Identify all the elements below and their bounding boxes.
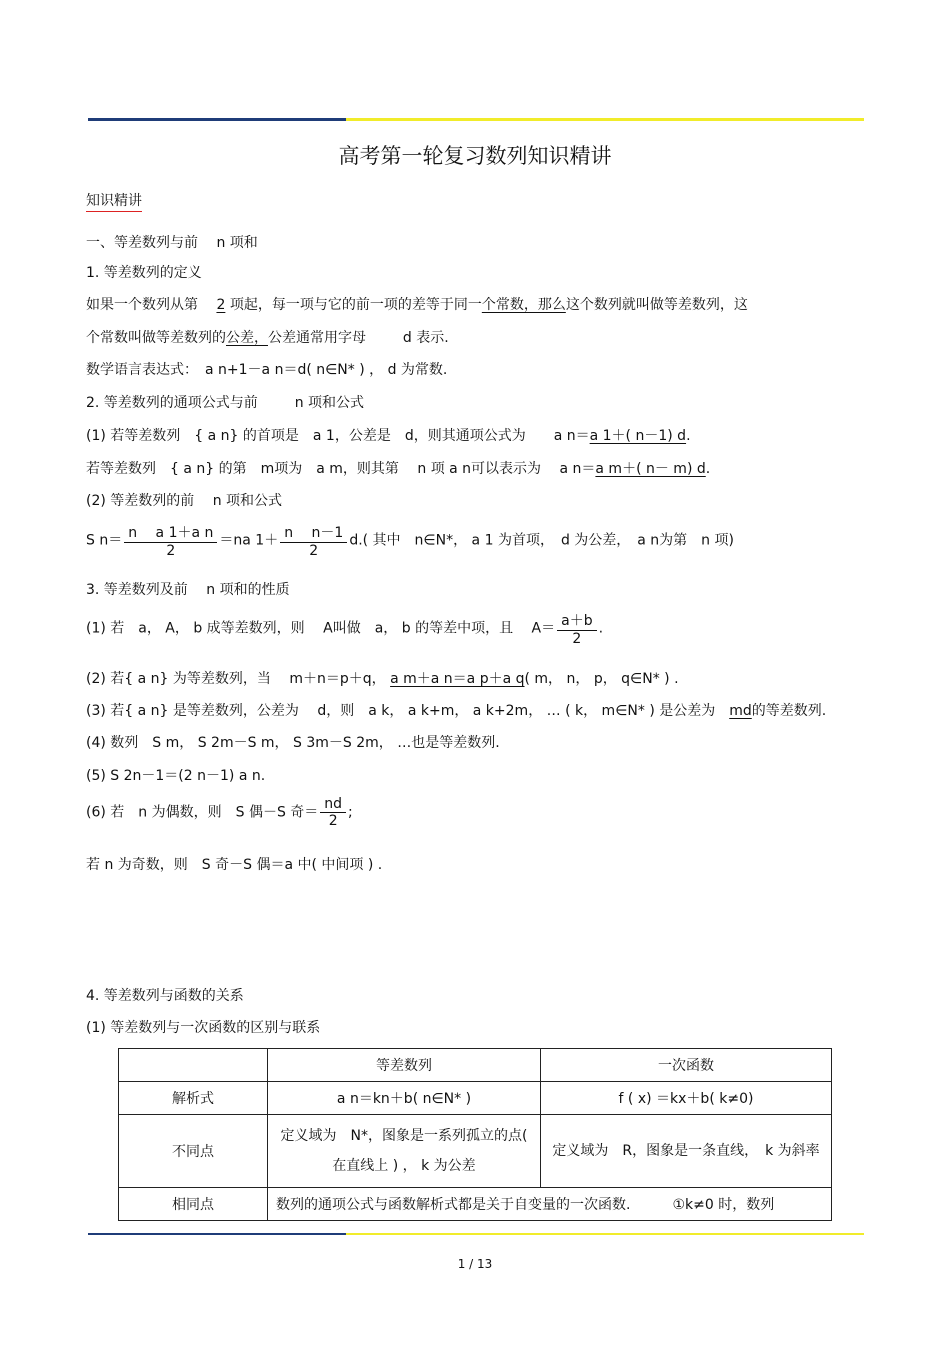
definition-line-2: 个常数叫做等差数列的公差，公差通常用字母 d 表示. — [86, 330, 449, 346]
table-cell: 解析式 — [119, 1082, 268, 1115]
table-row — [119, 1188, 832, 1221]
fraction: $\frac{a+b}{2}$ — [557, 610, 596, 647]
comparison-table — [118, 1048, 832, 1221]
property-1: (1) 若 a， A， b 成等差数列，则 A叫做 a， b 的等差中项，且 A＝ $\frac{a+b}{2}$ . — [86, 610, 603, 647]
property-5: (5) S 2n－1＝(2 n－1) a n. — [86, 768, 266, 784]
table-header-cell: 等差数列 — [268, 1049, 541, 1082]
page-number: 1 / 13 — [457, 1257, 493, 1271]
table-cell — [119, 1049, 268, 1082]
fraction: $\frac{\text{n n－1}}{2}$ — [280, 522, 347, 559]
general-term-1: (1) 若等差数列 { a n} 的首项是 a 1，公差是 d，则其通项公式为 a n＝a 1＋( n－1) d. — [86, 428, 691, 444]
property-4: (4) 数列 S m， S 2m－S m， S 3m－S 2m， …也是等差数列. — [86, 735, 500, 751]
property-6: (6) 若 n 为偶数，则 S 偶－S 奇＝ $\frac{nd}{2}$ ; — [86, 796, 353, 829]
heading-general-formula: 2. 等差数列的通项公式与前 n 项和公式 — [86, 395, 365, 411]
property-3: (3) 若{ a n} 是等差数列，公差为 d，则 a k， a k+m， a k+2m， … ( k， m∈N* ) 是公差为 md的等差数列. — [86, 703, 827, 719]
section-label: 知识精讲 — [86, 190, 142, 210]
table-cell: f ( x) ＝kx＋b( k≠0) — [541, 1082, 832, 1115]
table-cell: 不同点 — [119, 1115, 268, 1188]
heading-function-relation: 4. 等差数列与函数的关系 — [86, 988, 244, 1004]
table-row — [119, 1082, 832, 1115]
subheading-linear-function: (1) 等差数列与一次函数的区别与联系 — [86, 1020, 321, 1036]
definition-expression: 数学语言表达式： a n+1－a n＝d( n∈N* ) ， d 为常数. — [86, 362, 448, 378]
page-title: 高考第一轮复习数列知识精讲 — [338, 144, 612, 168]
table-header-cell: 一次函数 — [541, 1049, 832, 1082]
property-2: (2) 若{ a n} 为等差数列，当 m＋n＝p＋q， a m＋a n＝a p＋a q( m， n， p， q∈N* ) . — [86, 671, 679, 687]
header-rule — [88, 118, 864, 121]
table-cell: a n＝kn＋b( n∈N* ) — [268, 1082, 541, 1115]
table-cell: 数列的通项公式与函数解析式都是关于自变量的一次函数. ①k≠0 时，数列 — [268, 1188, 832, 1221]
heading-properties: 3. 等差数列及前 n 项和的性质 — [86, 582, 290, 598]
general-term-2: 若等差数列 { a n} 的第 m项为 a m，则其第 n 项 a n可以表示为 a n＝a m＋( n－ m) d. — [86, 461, 711, 477]
table-row — [119, 1115, 832, 1188]
property-7: 若 n 为奇数，则 S 奇－S 偶＝a 中( 中间项 ) . — [86, 857, 383, 873]
table-cell: 相同点 — [119, 1188, 268, 1221]
heading-arithmetic-sequence: 一、等差数列与前 n 项和 — [86, 235, 258, 251]
heading-definition: 1. 等差数列的定义 — [86, 265, 202, 281]
table-header-row — [119, 1049, 832, 1082]
fraction: $\frac{\text{n a 1＋a n}}{2}$ — [124, 522, 217, 559]
footer-rule — [88, 1233, 864, 1235]
sum-formula-heading: (2) 等差数列的前 n 项和公式 — [86, 493, 283, 509]
sum-formula: S n＝ $\frac{\text{n a 1＋a n}}{2}$ ＝na 1＋ $\frac{\text{n n－1}}{2}$ d.( 其中 n∈N*， a 1 为首项， d 为公差， a n为第 n 项) — [86, 522, 734, 559]
definition-line-1: 如果一个数列从第 2 项起，每一项与它的前一项的差等于同一个常数，那么这个数列就叫做等差数列，这 — [86, 297, 748, 313]
fraction: $\frac{nd}{2}$ — [320, 796, 346, 829]
table-cell: 定义域为 R，图象是一条直线， k 为斜率 — [541, 1115, 832, 1188]
table-cell: 定义域为 N*，图象是一系列孤立的点( 在直线上 ) ， k 为公差 — [268, 1115, 541, 1188]
